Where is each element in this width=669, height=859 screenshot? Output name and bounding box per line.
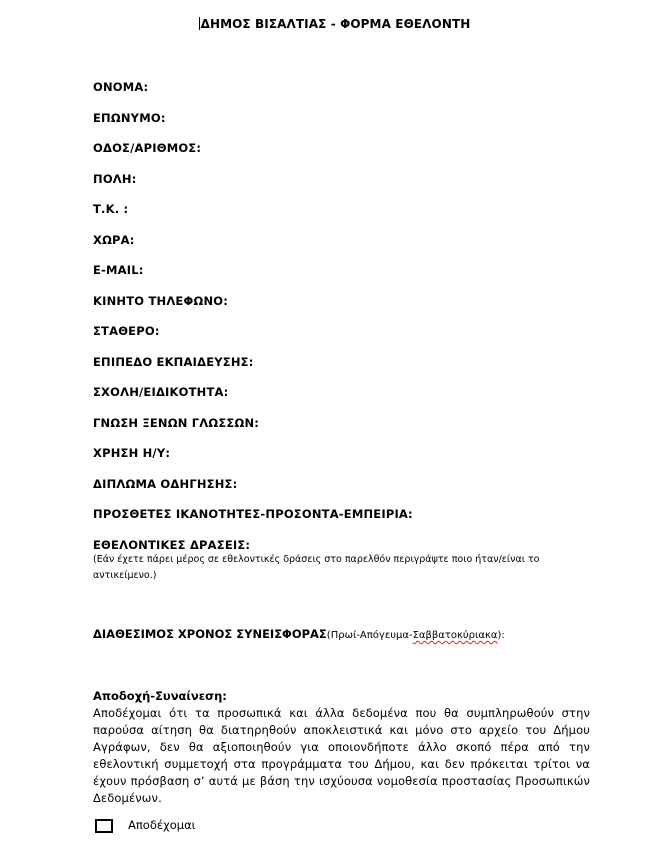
- field-city[interactable]: ΠΟΛΗ:: [93, 172, 137, 186]
- consent-heading: Αποδοχή-Συναίνεση:: [93, 689, 227, 703]
- consent-text: Αποδέχομαι ότι τα προσωπικά και άλλα δεδομένα που θα συμπληρωθούν στην παρούσα αίτηση θα διατηρηθούν αποκλειστικά και μόνο στο αρχείο του Δήμου Αγράφων, δεν θα αξιοποιηθούν για οποιονδήποτε άλλο σκοπό πέρα από την εθελοντική συμμετοχή στα προγράμματα του Δήμου, και δεν πρόκειται τρίτοι να έχουν πρόσβαση σ’ αυτά με βάση την ισχύουσα νομοθεσία προστασίας Προσωπικών Δεδομένων.: [93, 706, 590, 805]
- field-street-number[interactable]: ΟΔΟΣ/ΑΡΙΘΜΟΣ:: [93, 141, 202, 155]
- field-school[interactable]: ΣΧΟΛΗ/ΕΙΔΙΚΟΤΗΤΑ:: [93, 385, 229, 399]
- document-title-text: ΔΗΜΟΣ ΒΙΣΑΛΤΙΑΣ - ΦΟΡΜΑ ΕΘΕΛΟΝΤΗ: [200, 17, 471, 31]
- field-mobile-phone[interactable]: ΚΙΝΗΤΟ ΤΗΛΕΦΩΝΟ:: [93, 294, 229, 308]
- field-surname[interactable]: ΕΠΩΝΥΜΟ:: [93, 111, 166, 125]
- field-landline[interactable]: ΣΤΑΘΕΡΟ:: [93, 324, 160, 338]
- volunteer-note: (Εάν έχετε πάρει μέρος σε εθελοντικές δράσεις στο παρελθόν περιγράψτε ποιο ήταν/είναι το αντικείμενο.): [93, 554, 540, 581]
- text-cursor: [199, 17, 200, 30]
- field-languages[interactable]: ΓΝΩΣΗ ΞΕΝΩΝ ΓΛΩΣΣΩΝ:: [93, 416, 260, 430]
- available-time-label: ΔΙΑΘΕΣΙΜΟΣ ΧΡΟΝΟΣ ΣΥΝΕΙΣΦΟΡΑΣ: [93, 627, 327, 641]
- field-education[interactable]: ΕΠΙΠΕΔΟ ΕΚΠΑΙΔΕΥΣΗΣ:: [93, 355, 254, 369]
- field-email[interactable]: E-MAIL:: [93, 263, 144, 277]
- field-volunteer-actions[interactable]: ΕΘΕΛΟΝΤΙΚΕΣ ΔΡΑΣΕΙΣ:: [93, 538, 251, 552]
- field-country[interactable]: ΧΩΡΑ:: [93, 233, 135, 247]
- field-driving-license[interactable]: ΔΙΠΛΩΜΑ ΟΔΗΓΗΣΗΣ:: [93, 477, 238, 491]
- field-first-name[interactable]: ΟΝΟΜΑ:: [93, 80, 149, 94]
- accept-checkbox[interactable]: [95, 819, 113, 833]
- time-note-suffix: ):: [497, 630, 505, 641]
- document-title: [0, 17, 669, 31]
- spellcheck-word: Σαββατοκύριακα: [412, 630, 498, 641]
- field-extra-skills[interactable]: ΠΡΟΣΘΕΤΕΣ ΙΚΑΝΟΤΗΤΕΣ-ΠΡΟΣΟΝΤΑ-ΕΜΠΕΙΡΙΑ:: [93, 507, 413, 521]
- accept-label: Αποδέχομαι: [128, 818, 196, 832]
- field-postal-code[interactable]: Τ.Κ. :: [93, 202, 129, 216]
- available-time-note: [327, 630, 505, 641]
- field-available-time[interactable]: [93, 627, 505, 641]
- time-note-prefix: (Πρωί-Απόγευμα-: [326, 630, 413, 641]
- field-computer-use[interactable]: ΧΡΗΣΗ Η/Υ:: [93, 446, 171, 460]
